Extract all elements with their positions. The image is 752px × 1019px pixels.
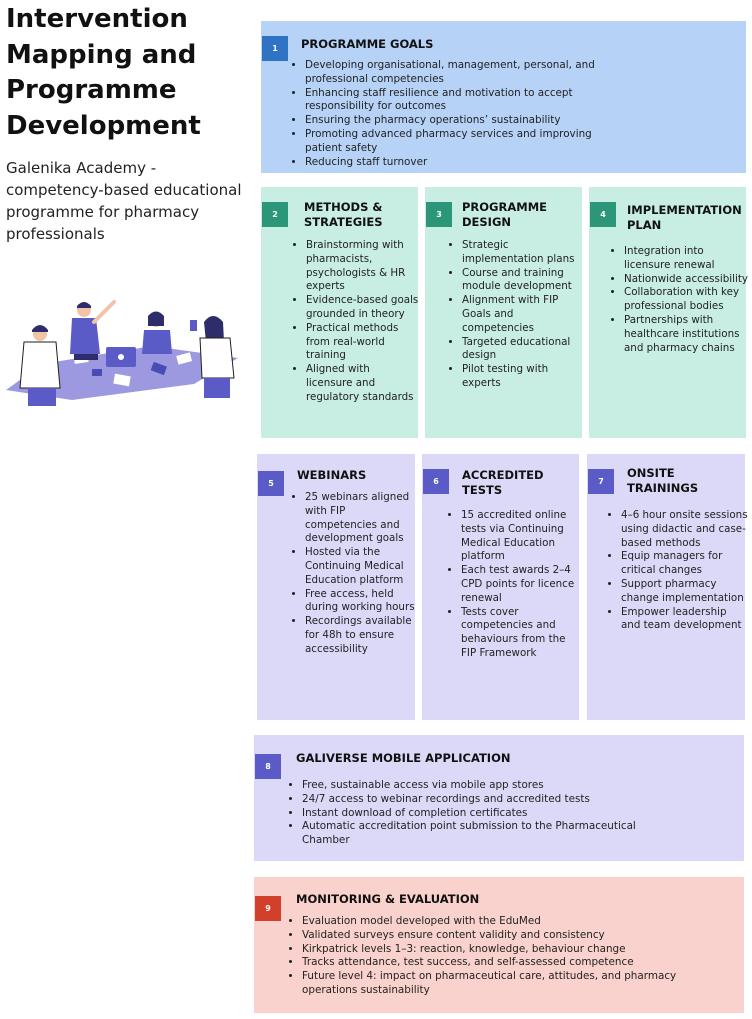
section-heading: GALIVERSE MOBILE APPLICATION bbox=[296, 751, 511, 765]
step-number-badge: 3 bbox=[426, 202, 452, 227]
list-item: • Enhancing staff resilience and motivation to accept responsibility for outcomes bbox=[305, 87, 625, 115]
step-number-badge: 2 bbox=[262, 202, 288, 227]
step-number-badge: 8 bbox=[255, 754, 281, 779]
page-subtitle: Galenika Academy - competency-based educational programme for pharmacy professionals bbox=[6, 159, 242, 243]
list-item: • Validated surveys ensure content validity and consistency bbox=[302, 929, 702, 943]
list-item: • Integration into licensure renewal bbox=[624, 245, 749, 273]
section-card-webinars bbox=[257, 454, 415, 720]
section-card-onsite-trainings bbox=[587, 454, 748, 720]
list-item: • 24/7 access to webinar recordings and accredited tests bbox=[302, 793, 677, 807]
section-list bbox=[291, 239, 419, 405]
step-number-badge: 1 bbox=[262, 36, 288, 61]
step-number-badge: 7 bbox=[588, 469, 614, 494]
section-heading: IMPLEMENTATION PLAN bbox=[627, 203, 742, 232]
section-heading: ACCREDITED TESTS bbox=[462, 468, 544, 497]
section-card-galiverse-mobile-app bbox=[254, 735, 744, 861]
list-item: • Hosted via the Continuing Medical Education platform bbox=[305, 546, 417, 587]
list-item: • Developing organisational, management, personal, and professional competencies bbox=[305, 59, 625, 87]
list-item: • Tracks attendance, test success, and self-assessed competence bbox=[302, 956, 702, 970]
list-item: • Free access, held during working hours bbox=[305, 588, 417, 616]
section-list bbox=[287, 779, 677, 848]
list-item: • Empower leadership and team development bbox=[621, 606, 749, 634]
list-item: • Aligned with licensure and regulatory standards bbox=[306, 363, 419, 404]
list-item: • Kirkpatrick levels 1–3: reaction, knowledge, behaviour change bbox=[302, 943, 702, 957]
section-card-monitoring-evaluation bbox=[254, 877, 744, 1013]
paper-note bbox=[92, 369, 102, 376]
section-heading: MONITORING & EVALUATION bbox=[296, 892, 480, 906]
section-list bbox=[290, 59, 625, 169]
list-item: • Support pharmacy change implementation bbox=[621, 578, 749, 606]
list-item: • Targeted educational design bbox=[462, 336, 585, 364]
section-list bbox=[606, 509, 749, 633]
list-item: • Ensuring the pharmacy operations’ sustainability bbox=[305, 114, 625, 128]
step-number-badge: 9 bbox=[255, 896, 281, 921]
list-item: • Practical methods from real-world training bbox=[306, 322, 419, 363]
section-list bbox=[290, 491, 417, 657]
list-item: • Tests cover competencies and behaviours from the FIP Framework bbox=[461, 606, 581, 661]
team-collaboration-illustration bbox=[2, 292, 242, 410]
section-list bbox=[446, 509, 581, 661]
list-item: • Collaboration with key professional bodies bbox=[624, 286, 749, 314]
list-item: • Automatic accreditation point submission to the Pharmaceutical Chamber bbox=[302, 820, 677, 848]
list-item: • Nationwide accessibility bbox=[624, 273, 749, 287]
section-heading: WEBINARS bbox=[297, 468, 367, 482]
list-item: • Free, sustainable access via mobile app stores bbox=[302, 779, 677, 793]
list-item: • 4–6 hour onsite sessions using didactic and case-based methods bbox=[621, 509, 749, 550]
list-item: • Future level 4: impact on pharmaceutical care, attitudes, and pharmacy operations sustainability bbox=[302, 970, 702, 998]
list-item: • Evidence-based goals grounded in theory bbox=[306, 294, 419, 322]
list-item: • Strategic implementation plans bbox=[462, 239, 585, 267]
section-list bbox=[609, 245, 749, 355]
section-heading: PROGRAMME DESIGN bbox=[462, 200, 547, 229]
list-item: • Course and training module development bbox=[462, 267, 585, 295]
list-item: • Reducing staff turnover bbox=[305, 156, 625, 170]
section-heading: ONSITE TRAININGS bbox=[627, 466, 699, 495]
list-item: • Promoting advanced pharmacy services and improving patient safety bbox=[305, 128, 625, 156]
step-number-badge: 6 bbox=[423, 469, 449, 494]
list-item: • Recordings available for 48h to ensure accessibility bbox=[305, 615, 417, 656]
list-item: • 15 accredited online tests via Continuing Medical Education platform bbox=[461, 509, 581, 564]
section-list bbox=[287, 915, 702, 998]
list-item: • Instant download of completion certificates bbox=[302, 807, 677, 821]
section-heading: PROGRAMME GOALS bbox=[301, 37, 434, 51]
list-item: • Evaluation model developed with the EduMed bbox=[302, 915, 702, 929]
section-heading: METHODS & STRATEGIES bbox=[304, 200, 383, 229]
list-item: • Brainstorming with pharmacists, psychologists & HR experts bbox=[306, 239, 419, 294]
section-list bbox=[447, 239, 585, 391]
step-number-badge: 5 bbox=[258, 471, 284, 496]
step-number-badge: 4 bbox=[590, 202, 616, 227]
list-item: • Pilot testing with experts bbox=[462, 363, 585, 391]
section-card-programme-goals bbox=[261, 21, 746, 173]
list-item: • Equip managers for critical changes bbox=[621, 550, 749, 578]
section-card-implementation-plan bbox=[589, 187, 746, 438]
section-card-methods-strategies bbox=[261, 187, 418, 438]
list-item: • Alignment with FIP Goals and competencies bbox=[462, 294, 585, 335]
list-item: • Partnerships with healthcare institutions and pharmacy chains bbox=[624, 314, 749, 355]
list-item: • 25 webinars aligned with FIP competencies and development goals bbox=[305, 491, 417, 546]
section-card-accredited-tests bbox=[422, 454, 579, 720]
list-item: • Each test awards 2–4 CPD points for licence renewal bbox=[461, 564, 581, 605]
page-title: Intervention Mapping and Programme Development bbox=[6, 4, 201, 141]
section-card-programme-design bbox=[425, 187, 582, 438]
